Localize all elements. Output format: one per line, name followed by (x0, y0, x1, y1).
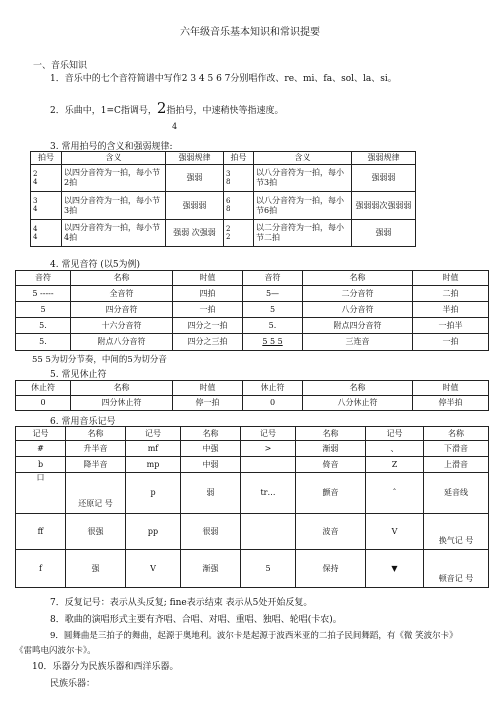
item-2 (50, 99, 283, 117)
rests-table (15, 380, 489, 411)
cell: ▼ (366, 550, 424, 588)
table-row (31, 220, 416, 247)
col-header: 时值 (413, 381, 489, 396)
page-title: 六年级音乐基本知识和常识提要 (180, 27, 320, 38)
cell (241, 457, 296, 473)
col-header: 拍号 (31, 152, 62, 165)
cell: 一拍 (173, 302, 243, 318)
meaning-cell: 以八分音符为一拍，每小节6拍 (254, 192, 352, 220)
col-header: 时值 (413, 271, 489, 286)
item-10: 10．乐器分为民族乐器和西洋乐器。 (32, 662, 179, 672)
cell: 保持 (296, 550, 366, 588)
time-signature-cell: 2 4 (31, 165, 62, 192)
cell: 中强 (181, 441, 241, 457)
cell: 一拍 (413, 334, 489, 351)
cell: V (126, 550, 181, 588)
col-header: 名称 (296, 427, 366, 441)
cell: 四拍 (173, 286, 243, 302)
cell: 颤音 (296, 473, 366, 514)
table-row (16, 318, 489, 334)
cell: 还原记 号 (66, 473, 126, 514)
time-signature-table (30, 151, 416, 247)
cell: 四分之一拍 (173, 318, 243, 334)
col-header: 含义 (62, 152, 166, 165)
cell: 、 (366, 441, 424, 457)
col-header: 名称 (71, 381, 173, 396)
col-header: 时值 (173, 271, 243, 286)
table-row (16, 396, 489, 411)
cell: 停半拍 (413, 396, 489, 411)
notes-table (15, 270, 489, 351)
table-row (16, 514, 489, 550)
pattern-cell: 强弱 (352, 220, 416, 247)
cell: 波音 (296, 514, 366, 550)
cell: 四分音符 (71, 302, 173, 318)
cell: mf (126, 441, 181, 457)
cell: 停一拍 (173, 396, 243, 411)
cell: 降半音 (66, 457, 126, 473)
table-row (16, 550, 489, 588)
item-2-text-end: 指拍号，中速稍快等指速度。 (166, 106, 284, 116)
cell: 四分休止符 (71, 396, 173, 411)
cell: 倚音 (296, 457, 366, 473)
cell: 四分之三拍 (173, 334, 243, 351)
item-4: 4. 常见音符 (以5为例) (50, 260, 141, 270)
cell: tr… (241, 473, 296, 514)
symbols-table (15, 426, 489, 588)
time-signature-bottom: 4 (172, 122, 178, 131)
cell: 全音符 (71, 286, 173, 302)
item-8: 8．歌曲的演唱形式主要有齐唱、合唱、对唱、重唱、独唱、轮唱(卡农)。 (50, 615, 342, 625)
col-header: 强弱规律 (166, 152, 224, 165)
cell: 换气记 号 (424, 514, 489, 550)
cell: 5. (243, 318, 303, 334)
meaning-cell: 以四分音符为一拍，每小节3拍 (62, 192, 166, 220)
cell: b (16, 457, 66, 473)
cell: 5 (241, 550, 296, 588)
cell: 中弱 (181, 457, 241, 473)
table-row (31, 165, 416, 192)
meaning-cell: 以八分音符为一拍，每小节3拍 (254, 165, 352, 192)
col-header: 记号 (241, 427, 296, 441)
pattern-cell: 强弱弱次强弱弱 (352, 192, 416, 220)
table-header-row (16, 427, 489, 441)
pattern-cell: 强弱 次强弱 (166, 220, 224, 247)
cell: 一拍半 (413, 318, 489, 334)
cell: 5 (243, 302, 303, 318)
item-1: 1．音乐中的七个音符简谱中写作2 3 4 5 6 7分别唱作改、re、mi、fa、sol、la、si。 (50, 74, 397, 84)
cell: 弱 (181, 473, 241, 514)
cell: 强 (66, 550, 126, 588)
cell: 5 (16, 302, 71, 318)
cell: # (16, 441, 66, 457)
item-6: 6. 常用音乐记号 (50, 417, 116, 427)
cell: 二分音符 (303, 286, 413, 302)
time-signature-cell: 3 8 (224, 165, 254, 192)
table-header-row (16, 271, 489, 286)
cell: 上滑音 (424, 457, 489, 473)
col-header: 名称 (71, 271, 173, 286)
meaning-cell: 以二分音符为一拍，每小节二拍 (254, 220, 352, 247)
cell: 半拍 (413, 302, 489, 318)
meaning-cell: 以四分音符为一拍，每小节4拍 (62, 220, 166, 247)
cell: 口 (16, 473, 66, 514)
time-signature-cell: 3 4 (31, 192, 62, 220)
cell: 升半音 (66, 441, 126, 457)
cell: V (366, 514, 424, 550)
table-row (16, 302, 489, 318)
cell: 5— (243, 286, 303, 302)
syncopation-note: 55 5为切分节奏，中间的5为切分音 (32, 355, 167, 365)
table-row (16, 473, 489, 514)
table-header-row (16, 381, 489, 396)
item-9: 9．圆舞曲是三拍子的舞曲，起源于奥地利。波尔卡是起源于波西米亚的二拍子民间舞蹈，有《微 笑波尔卡》 (50, 631, 458, 641)
cell: 渐强 (181, 550, 241, 588)
col-header: 音符 (16, 271, 71, 286)
cell: 下滑音 (424, 441, 489, 457)
cell: 十六分音符 (71, 318, 173, 334)
cell: p (126, 473, 181, 514)
table-row (16, 457, 489, 473)
cell: 附点四分音符 (303, 318, 413, 334)
pattern-cell: 强弱弱 (166, 192, 224, 220)
time-signature-cell: 2 2 (224, 220, 254, 247)
cell: mp (126, 457, 181, 473)
col-header: 记号 (16, 427, 66, 441)
item-7: 7．反复记号：表示从头反复; fine表示结束 表示从5处开始反复。 (50, 598, 313, 608)
cell: 附点八分音符 (71, 334, 173, 351)
item-3: 3. 常用拍号的含义和强弱规律: (50, 142, 173, 152)
cell: ˆ (366, 473, 424, 514)
cell: 很弱 (181, 514, 241, 550)
col-header: 记号 (126, 427, 181, 441)
cell: 八分音符 (303, 302, 413, 318)
col-header: 音符 (243, 271, 303, 286)
table-row (16, 441, 489, 457)
col-header: 时值 (173, 381, 243, 396)
cell (241, 514, 296, 550)
cell: 0 (243, 396, 303, 411)
table-row (16, 334, 489, 351)
cell: > (241, 441, 296, 457)
col-header: 名称 (424, 427, 489, 441)
col-header: 休止符 (243, 381, 303, 396)
time-signature-top: 2 (156, 99, 167, 117)
folk-instruments-label: 民族乐器： (50, 679, 96, 689)
col-header: 记号 (366, 427, 424, 441)
cell: 渐弱 (296, 441, 366, 457)
cell: 顿音记 号 (424, 550, 489, 588)
section-heading: 一、音乐知识 (33, 61, 88, 71)
item-5: 5. 常见休止符 (50, 370, 107, 380)
cell: 二拍 (413, 286, 489, 302)
item-9-cont: 《雷鸣电闪波尔卡》。 (15, 646, 96, 656)
time-signature-cell: 6 8 (224, 192, 254, 220)
pattern-cell: 强弱弱 (352, 165, 416, 192)
table-row (31, 192, 416, 220)
col-header: 含义 (254, 152, 352, 165)
item-2-text: 2．乐曲中，1=C指调号， (50, 106, 157, 116)
col-header: 拍号 (224, 152, 254, 165)
cell: pp (126, 514, 181, 550)
table-row (16, 286, 489, 302)
time-signature-cell: 4 4 (31, 220, 62, 247)
meaning-cell: 以四分音符为一拍，每小节2拍 (62, 165, 166, 192)
cell: f (16, 550, 66, 588)
col-header: 名称 (181, 427, 241, 441)
cell: 三连音 (303, 334, 413, 351)
col-header: 名称 (303, 271, 413, 286)
cell: 5. (16, 334, 71, 351)
cell: Z (366, 457, 424, 473)
cell: 八分休止符 (303, 396, 413, 411)
col-header: 名称 (303, 381, 413, 396)
pattern-cell: 强弱 (166, 165, 224, 192)
cell: 0 (16, 396, 71, 411)
cell: 很强 (66, 514, 126, 550)
table-header-row (31, 152, 416, 165)
col-header: 名称 (66, 427, 126, 441)
col-header: 休止符 (16, 381, 71, 396)
cell: ff (16, 514, 66, 550)
cell: 5 5 5 (243, 334, 303, 351)
cell: 5. (16, 318, 71, 334)
cell: 延音线 (424, 473, 489, 514)
cell: 5 ----- (16, 286, 71, 302)
col-header: 强弱规律 (352, 152, 416, 165)
